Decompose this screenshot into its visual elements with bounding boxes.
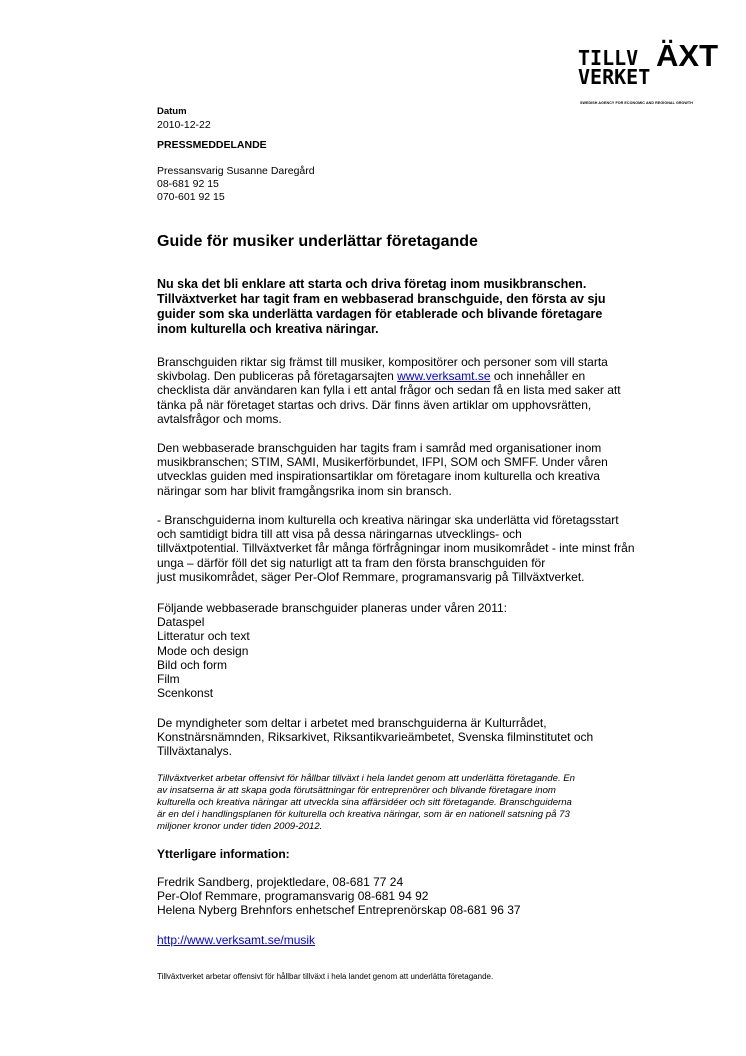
article-title: Guide för musiker underlättar företagande bbox=[157, 233, 478, 250]
paragraph-5 bbox=[157, 716, 667, 759]
logo-line-2: VERKET bbox=[578, 65, 651, 89]
paragraph-1 bbox=[157, 355, 667, 426]
press-contact: Pressansvarig Susanne Daregård bbox=[157, 165, 315, 177]
paragraph-line: Branschguiden riktar sig främst till musiker, kompositörer och personer som vill starta bbox=[157, 355, 608, 369]
planned-guide-item: Dataspel bbox=[157, 615, 205, 630]
footer-text: Tillväxtverket arbetar offensivt för hållbar tillväxt i hela landet genom att underlätta företagande. bbox=[157, 972, 494, 981]
paragraph-line: checklista där användaren kan fylla i ett antal frågor och sedan få en lista med saker att bbox=[157, 383, 621, 398]
paragraph-line: Följande webbaserade branschguider planeras under våren 2011: bbox=[157, 601, 508, 615]
musik-link[interactable]: http://www.verksamt.se/musik bbox=[157, 933, 316, 947]
planned-guide-item: Mode och design bbox=[157, 643, 249, 658]
planned-guide-item: Litteratur och text bbox=[157, 629, 250, 644]
lead-line: Nu ska det bli enklare att starta och driva företag inom musikbranschen. bbox=[157, 277, 587, 291]
paragraph-4 bbox=[157, 601, 667, 700]
paragraph-line: tänka på när företaget startas och drivs. Där finns även artiklar om upphovsrätten, bbox=[157, 397, 592, 412]
paragraph-line: unga – därför föll det sig naturligt att ta fram den första branschguiden för bbox=[157, 555, 546, 570]
contact-item: Fredrik Sandberg, projektledare, 08-681 77 24 bbox=[157, 875, 404, 889]
paragraph-line: De myndigheter som deltar i arbetet med branschguiderna är Kulturrådet, bbox=[157, 716, 547, 730]
about-paragraph bbox=[157, 773, 667, 833]
contact-item: Per-Olof Remmare, programansvarig 08-681 94 92 bbox=[157, 889, 429, 904]
paragraph-line: - Branschguiderna inom kulturella och kreativa näringar ska underlätta vid företagsstart bbox=[157, 513, 619, 527]
press-phone-2: 070-601 92 15 bbox=[157, 191, 225, 203]
about-line: miljoner kronor under tiden 2009-2012. bbox=[157, 821, 323, 832]
contact-item: Helena Nyberg Brehnfors enhetschef Entreprenörskap 08-681 96 37 bbox=[157, 903, 521, 918]
doc-type: PRESSMEDDELANDE bbox=[157, 139, 267, 151]
planned-guide-item: Film bbox=[157, 672, 180, 687]
link-row bbox=[157, 933, 667, 947]
verksamt-link[interactable]: www.verksamt.se bbox=[397, 369, 491, 384]
paragraph-line: Den webbaserade branschguiden har tagits fram i samråd med organisationer inom bbox=[157, 441, 602, 455]
planned-guide-item: Scenkonst bbox=[157, 686, 214, 701]
paragraph-line: just musikområdet, säger Per-Olof Remmare, programansvarig på Tillväxtverket. bbox=[157, 569, 585, 584]
about-line: Tillväxtverket arbetar offensivt för hållbar tillväxt i hela landet genom att underlätta företagande. En bbox=[157, 773, 576, 784]
tillvaxtverket-logo bbox=[578, 38, 718, 110]
paragraph-text: skivbolag. Den publiceras på företagarsajten bbox=[157, 369, 398, 384]
lead-line: Tillväxtverket har tagit fram en webbaserad branschguide, den första av sju bbox=[157, 292, 606, 306]
logo-tagline: SWEDISH AGENCY FOR ECONOMIC AND REGIONAL GROWTH bbox=[580, 101, 693, 105]
paragraph-line: utvecklas guiden med inspirationsartiklar om företagare inom kulturella och kreativa bbox=[157, 469, 600, 484]
about-line: av insatserna är att skapa goda förutsättningar för entreprenörer och blivande företagare inom bbox=[157, 785, 556, 796]
paragraph-line: näringar som har blivit framgångsrika inom sin bransch. bbox=[157, 483, 452, 498]
more-info-heading: Ytterligare information: bbox=[157, 847, 290, 861]
paragraph-line bbox=[157, 369, 667, 383]
about-line: är en del i handlingsplanen för kulturella och kreativa näringar, som är en nationell satsning på 73 bbox=[157, 809, 570, 820]
paragraph-line: tillväxtpotential. Tillväxtverket får många förfrågningar inom musikområdet - inte minst från bbox=[157, 541, 635, 556]
logo-x-letters: ÄXT bbox=[656, 38, 718, 73]
paragraph-text: och innehåller en bbox=[490, 369, 586, 384]
paragraph-3-quote bbox=[157, 513, 667, 584]
press-phone-1: 08-681 92 15 bbox=[157, 178, 219, 190]
paragraph-line: Tillväxtanalys. bbox=[157, 744, 232, 759]
paragraph-line: musikbranschen; STIM, SAMI, Musikerförbundet, IFPI, SOM och SMFF. Under våren bbox=[157, 455, 608, 470]
date-label: Datum bbox=[157, 106, 187, 117]
planned-guide-item: Bild och form bbox=[157, 657, 228, 672]
article-lead bbox=[157, 277, 657, 337]
paragraph-line: och samtidigt bidra till att visa på dessa näringarnas utvecklings- och bbox=[157, 527, 522, 542]
date-value: 2010-12-22 bbox=[157, 119, 211, 131]
lead-line: inom kulturella och kreativa näringar. bbox=[157, 322, 379, 336]
paragraph-2 bbox=[157, 441, 667, 498]
paragraph-line: Konstnärsnämnden, Riksarkivet, Riksantikvarieämbetet, Svenska filminstitutet och bbox=[157, 730, 594, 745]
about-line: kulturella och kreativa näringar att utveckla sina affärsidéer och sitt företagande. Branschguiderna bbox=[157, 797, 572, 808]
contact-list bbox=[157, 875, 667, 918]
paragraph-line: avtalsfrågor och moms. bbox=[157, 411, 282, 426]
logo-line-1: TILLV bbox=[578, 46, 639, 70]
lead-line: guider som ska underlätta vardagen för etablerade och blivande företagare bbox=[157, 307, 603, 321]
